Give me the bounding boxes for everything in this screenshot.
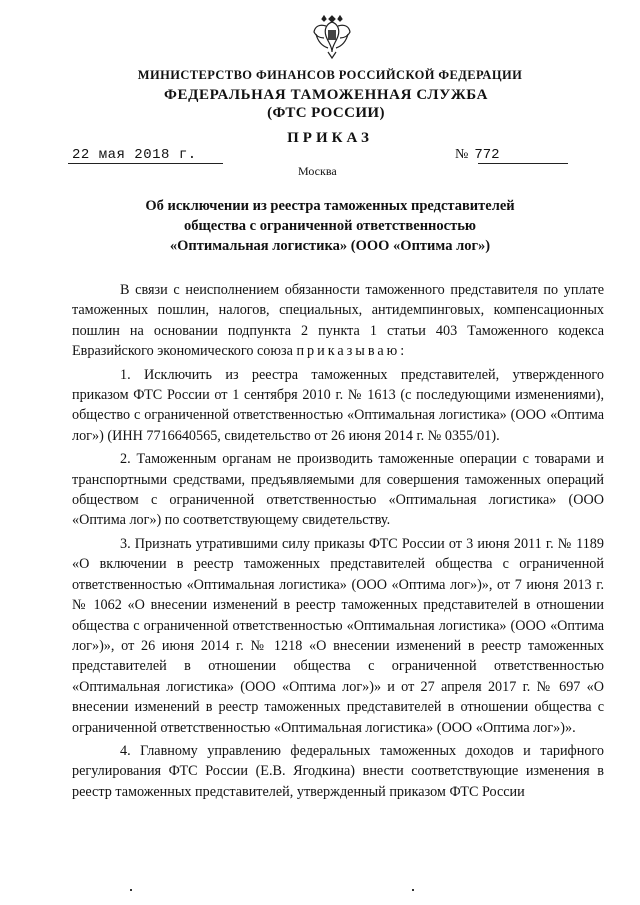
number-underline (478, 163, 568, 164)
title-line: «Оптимальная логистика» (ООО «Оптима лог») (169, 238, 491, 254)
service-abbreviation: (ФТС РОССИИ) (267, 105, 385, 121)
item-4: 4. Главному управлению федеральных таможенных доходов и тарифного регулирования ФТС России (Е.В. Ягодкина) внести соответствующие изменения в реестр таможенных представителей, утвержденный приказом ФТС России (72, 742, 604, 800)
order-title (120, 196, 540, 256)
date-underline (68, 163, 223, 164)
title-line: Об исключении из реестра таможенных представителей (145, 198, 515, 214)
order-body (72, 280, 604, 802)
number-value: 772 (474, 147, 500, 163)
city: Москва (298, 164, 337, 178)
state-emblem-icon (312, 12, 352, 60)
item-1: 1. Исключить из реестра таможенных представителей, утвержденного приказом ФТС России от 1 сентября 2010 г. № 1613 (с последующими изменениями), общество с ограниченной ответственностью «Оптимальная логистика» (ООО «Оптима лог») (ИНН 7716640565, свидетельство от 26 июня 2014 г. № 0355/01). (72, 366, 604, 444)
order-date: 22 мая 2018 г. (72, 147, 197, 163)
title-line: общества с ограниченной ответственностью (184, 218, 476, 234)
item-3: 3. Признать утратившими силу приказы ФТС России от 3 июня 2011 г. № 1189 «О включении в реестр таможенных представителей общества с ограниченной ответственностью «Оптимальная логистика» (ООО «Оптима лог»)», от 7 июня 2013 г. № 1062 «О внесении изменений в реестр таможенных представителей в отношении общества с ограниченной ответственностью «Оптимальная логистика» (ООО «Оптима лог»)», от 26 июня 2014 г. № 1218 «О внесении изменений в реестр таможенных представителей в отношении общества с ограниченной ответственностью «Оптимальная логистика» (ООО «Оптима лог»)» и от 27 апреля 2017 г. № 697 «О внесении изменений в реестр таможенных представителей в отношении общества с ограниченной ответственностью «Оптимальная логистика» (ООО «Оптима лог»)». (72, 535, 604, 736)
ministry-heading: МИНИСТЕРСТВО ФИНАНСОВ РОССИЙСКОЙ ФЕДЕРАЦИИ (137, 68, 523, 82)
item-2: 2. Таможенным органам не производить таможенные операции с товарами и транспортными средствами, предъявляемыми для совершения таможенных операций обществом с ограниченной ответственностью «Оптимальная логистика» (ООО «Оптима лог») по соответствующему свидетельству. (72, 451, 604, 529)
order-number (455, 147, 500, 163)
preamble-paragraph (72, 280, 604, 362)
order-verb: приказываю: (296, 343, 408, 360)
scan-speck (130, 889, 132, 891)
preamble-text: В связи с неисполнением обязанности таможенного представителя по уплате таможенных пошлин, налогов, специальных, антидемпинговых, компенсационных пошлин на основании подпункта 2 пункта 1 статьи 403 Таможенного кодекса Евразийского экономического союза (72, 282, 604, 360)
scan-speck (412, 889, 414, 891)
service-heading: ФЕДЕРАЛЬНАЯ ТАМОЖЕННАЯ СЛУЖБА (163, 87, 489, 103)
number-sign: № (455, 147, 469, 162)
document-type: ПРИКАЗ (287, 130, 373, 146)
